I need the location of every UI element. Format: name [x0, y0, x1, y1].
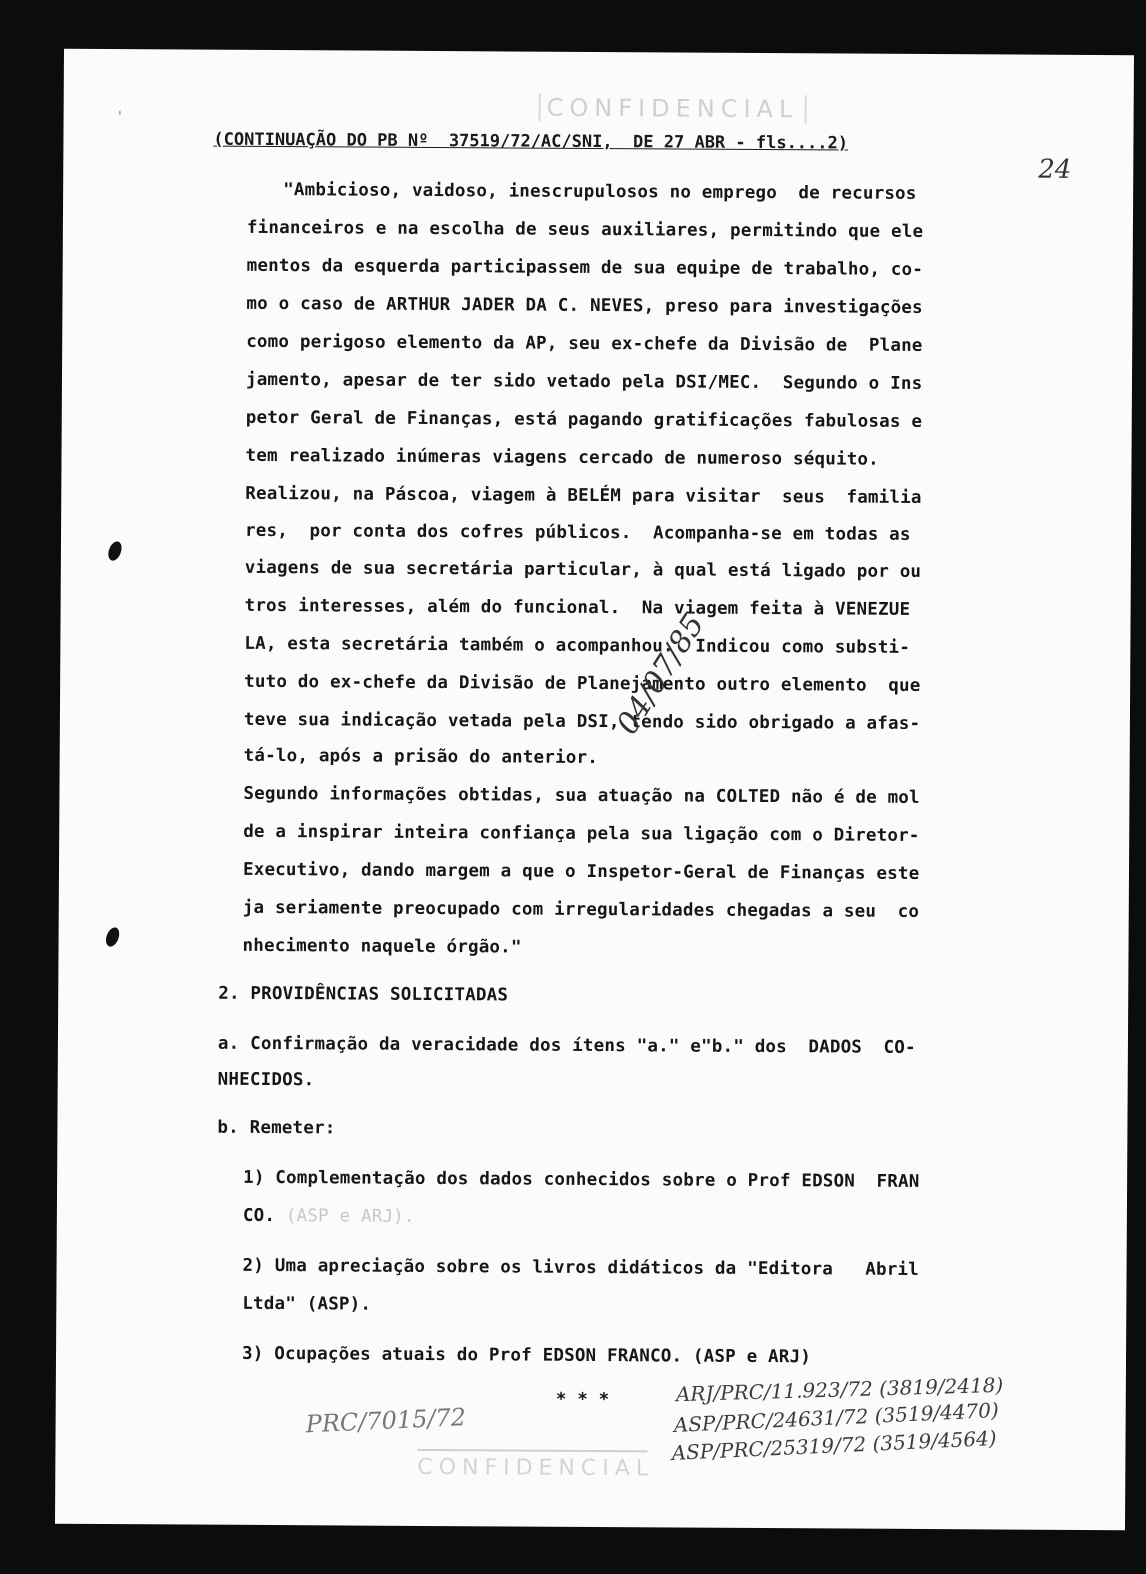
quote-line: mentos da esquerda participassem de sua equipe de trabalho, co- — [246, 255, 924, 280]
document-page — [55, 49, 1134, 1531]
quote-line: tem realizado inúmeras viagens cercado de numeroso séquito. — [245, 445, 879, 470]
handwritten-ref-right: ASP/PRC/24631/72 (3519/4470) — [673, 1397, 1000, 1437]
item-a-line: a. Confirmação da veracidade dos ítens "a." e"b." dos DADOS CO- — [217, 1033, 916, 1058]
confidential-stamp-top: CONFIDENCIAL — [539, 94, 807, 124]
item-a-line: NHECIDOS. — [217, 1069, 315, 1091]
quote-line: jamento, apesar de ter sido vetado pela DSI/MEC. Segundo o Ins — [245, 369, 923, 394]
subitem-1-line: 1) Complementação dos dados conhecidos sobre o Prof EDSON FRAN — [243, 1167, 920, 1192]
subitem-2-line: 2) Uma apreciação sobre os livros didáticos da "Editora Abril — [242, 1255, 920, 1280]
punch-hole-2 — [103, 926, 121, 949]
margin-marks: ' — [115, 109, 125, 126]
quote-line: teve sua indicação vetada pela DSI, tendo sido obrigado a afas- — [243, 709, 921, 734]
subitem-1-line — [243, 1206, 415, 1227]
end-marks: * * * — [555, 1389, 610, 1411]
handwritten-ref-right: ARJ/PRC/11.923/72 (3819/2418) — [675, 1372, 1004, 1407]
quote-line: Realizou, na Páscoa, viagem à BELÉM para visitar seus familia — [245, 483, 922, 508]
quote-line: de a inspirar inteira confiança pela sua ligação com o Diretor- — [243, 821, 920, 846]
subitem-3: 3) Ocupações atuais do Prof EDSON FRANCO. (ASP e ARJ) — [241, 1343, 812, 1368]
section-title: 2. PROVIDÊNCIAS SOLICITADAS — [218, 983, 509, 1006]
quote-line: "Ambicioso, vaidoso, inescrupulosos no emprego de recursos — [283, 180, 917, 204]
handwritten-page-number: 24 — [1038, 154, 1072, 185]
handwritten-ref-right: ASP/PRC/25319/72 (3519/4564) — [671, 1425, 998, 1465]
quote-line: Segundo informações obtidas, sua atuação na COLTED não é de mol — [243, 783, 920, 808]
quote-line: res, por conta dos cofres públicos. Acompanha-se em todas as — [245, 520, 911, 545]
quote-line: como perigoso elemento da AP, seu ex-chefe da Divisão de Plane — [246, 331, 923, 356]
subitem-1-continuation: CO. — [242, 1205, 276, 1227]
item-b: b. Remeter: — [217, 1117, 336, 1139]
quote-line: mo o caso de ARTHUR JADER DA C. NEVES, preso para investigações — [246, 293, 923, 318]
quote-line: viagens de sua secretária particular, à qual está ligado por ou — [244, 557, 922, 582]
punch-hole-1 — [106, 540, 124, 563]
quote-line: ja seriamente preocupado com irregularidades chegadas a seu co — [242, 897, 920, 922]
quote-line: LA, esta secretária também o acompanhou. Indicou como substi- — [244, 633, 911, 658]
handwritten-diagonal-note: 04/07/85 — [609, 608, 712, 741]
subitem-1-faint-note: (ASP e ARJ). — [285, 1206, 415, 1227]
subitem-2-line: Ltda" (ASP). — [242, 1293, 372, 1315]
quote-line: nhecimento naquele órgão." — [242, 935, 522, 958]
page-header: (CONTINUAÇÃO DO PB Nº 37519/72/AC/SNI, DE 27 ABR - fls....2) — [213, 129, 849, 154]
quote-line: financeiros e na escolha de seus auxiliares, permitindo que ele — [246, 217, 924, 242]
handwritten-ref-left: PRC/7015/72 — [305, 1403, 467, 1439]
quote-line: tros interesses, além do funcional. Na viagem feita à VENEZUE — [244, 595, 911, 620]
quote-line: tá-lo, após a prisão do anterior. — [243, 745, 599, 769]
quote-line: tuto do ex-chefe da Divisão de Planejamento outro elemento que — [244, 671, 921, 696]
quote-line: Executivo, dando margem a que o Inspetor-Geral de Finanças este — [242, 859, 920, 884]
quote-line: petor Geral de Finanças, está pagando gratificações fabulosas e — [245, 407, 923, 432]
confidential-stamp-bottom: CONFIDENCIAL — [417, 1449, 647, 1481]
